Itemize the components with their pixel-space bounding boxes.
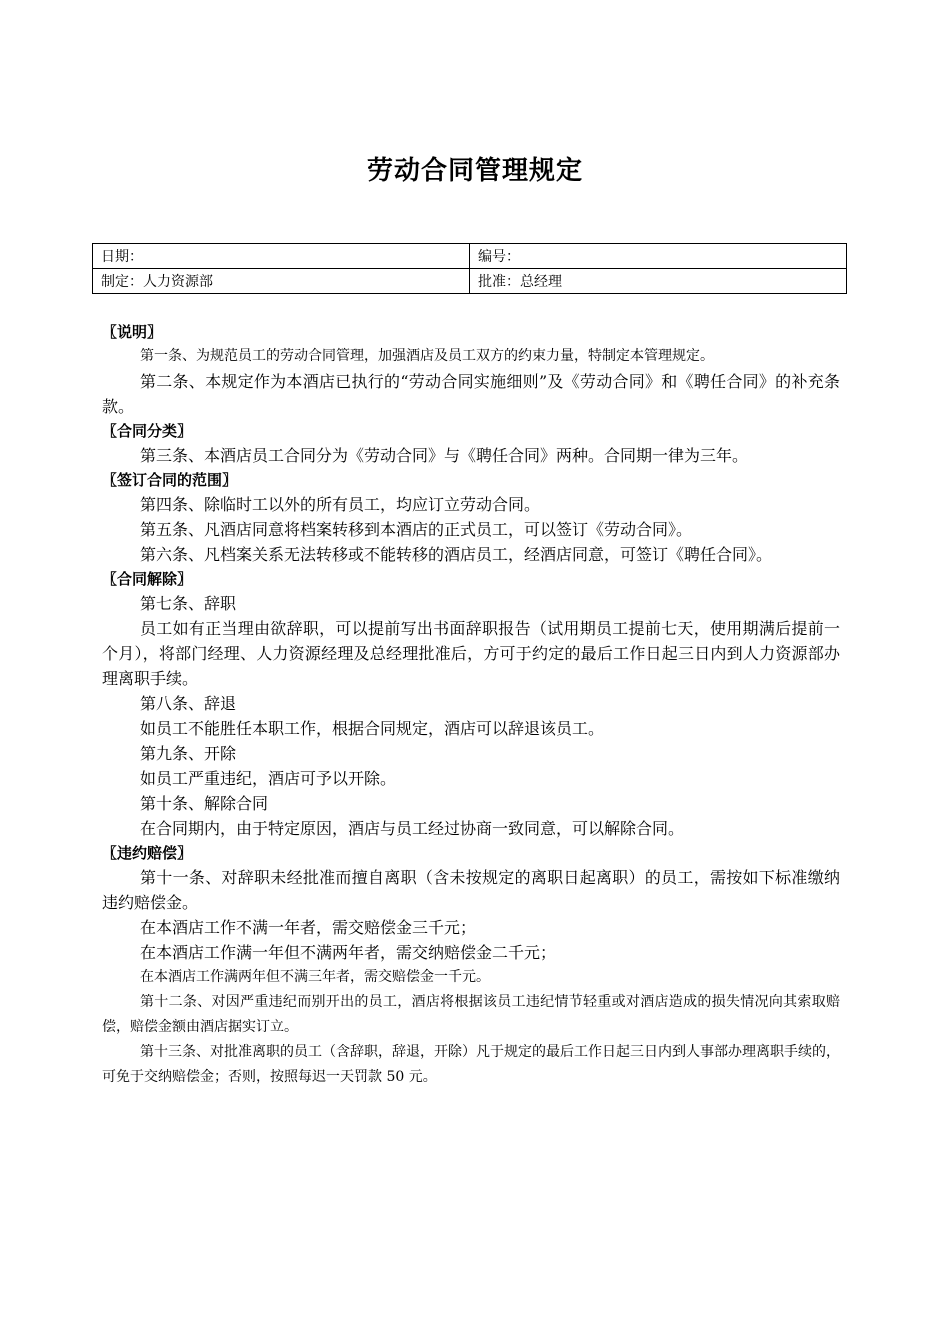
article-7-body: 员工如有正当理由欲辞职，可以提前写出书面辞职报告（试用期员工提前七天，使用期满后提前一个月），将部门经理、人力资源经理及总经理批准后，方可于约定的最后工作日起三日内到人力资源部办理离职手续。 (102, 619, 840, 688)
article-12: 第十二条、对因严重违纪而别开出的员工，酒店将根据该员工违纪情节轻重或对酒店造成的损失情况向其索取赔偿，赔偿金额由酒店据实订立。 (102, 994, 840, 1035)
document-info-table (92, 243, 847, 294)
article-8-body: 如员工不能胜任本职工作，根据合同规定，酒店可以辞退该员工。 (140, 719, 605, 738)
article-11-item-3: 在本酒店工作满两年但不满三年者，需交赔偿金一千元。 (140, 969, 490, 985)
article-10-body: 在合同期内，由于特定原因，酒店与员工经过协商一致同意，可以解除合同。 (140, 819, 685, 838)
article-13: 第十三条、对批准离职的员工（含辞职，辞退，开除）凡于规定的最后工作日起三日内到人事部办理离职手续的，可免于交纳赔偿金；否则，按照每迟一天罚款 50 元。 (102, 1044, 840, 1085)
approved-cell: 批准：总经理 (470, 269, 847, 294)
section-heading-termination: 〖合同解除〗 (102, 570, 193, 588)
article-1: 第一条、为规范员工的劳动合同管理，加强酒店及员工双方的约束力量，特制定本管理规定。 (140, 348, 714, 364)
document-body (102, 320, 840, 1090)
article-11: 第十一条、对辞职未经批准而擅自离职（含未按规定的离职日起离职）的员工，需按如下标准缴纳违约赔偿金。 (102, 868, 840, 912)
article-5: 第五条、凡酒店同意将档案转移到本酒店的正式员工，可以签订《劳动合同》。 (140, 520, 693, 539)
article-10-title: 第十条、解除合同 (140, 794, 269, 813)
article-11-item-2: 在本酒店工作满一年但不满两年者，需交纳赔偿金二千元； (140, 943, 557, 962)
date-cell: 日期： (93, 244, 470, 269)
section-heading-signing-scope: 〖签订合同的范围〗 (102, 471, 238, 489)
article-8-title: 第八条、辞退 (140, 694, 237, 713)
article-3: 第三条、本酒店员工合同分为《劳动合同》与《聘任合同》两种。合同期一律为三年。 (140, 446, 749, 465)
article-4: 第四条、除临时工以外的所有员工，均应订立劳动合同。 (140, 495, 541, 514)
number-cell: 编号： (470, 244, 847, 269)
article-9-title: 第九条、开除 (140, 744, 237, 763)
article-2: 第二条、本规定作为本酒店已执行的“劳动合同实施细则”及《劳动合同》和《聘任合同》的补充条款。 (102, 372, 840, 416)
article-11-item-1: 在本酒店工作不满一年者，需交赔偿金三千元； (140, 918, 477, 937)
section-heading-compensation: 〖违约赔偿〗 (102, 844, 193, 862)
made-by-cell: 制定：人力资源部 (93, 269, 470, 294)
page-title: 劳动合同管理规定 (366, 156, 583, 186)
section-heading-contract-types: 〖合同分类〗 (102, 422, 193, 440)
article-7-title: 第七条、辞职 (140, 594, 237, 613)
article-6: 第六条、凡档案关系无法转移或不能转移的酒店员工，经酒店同意，可签订《聘任合同》。 (140, 545, 773, 564)
section-heading-explanation: 〖说明〗 (102, 323, 163, 341)
article-9-body: 如员工严重违纪，酒店可予以开除。 (140, 769, 397, 788)
